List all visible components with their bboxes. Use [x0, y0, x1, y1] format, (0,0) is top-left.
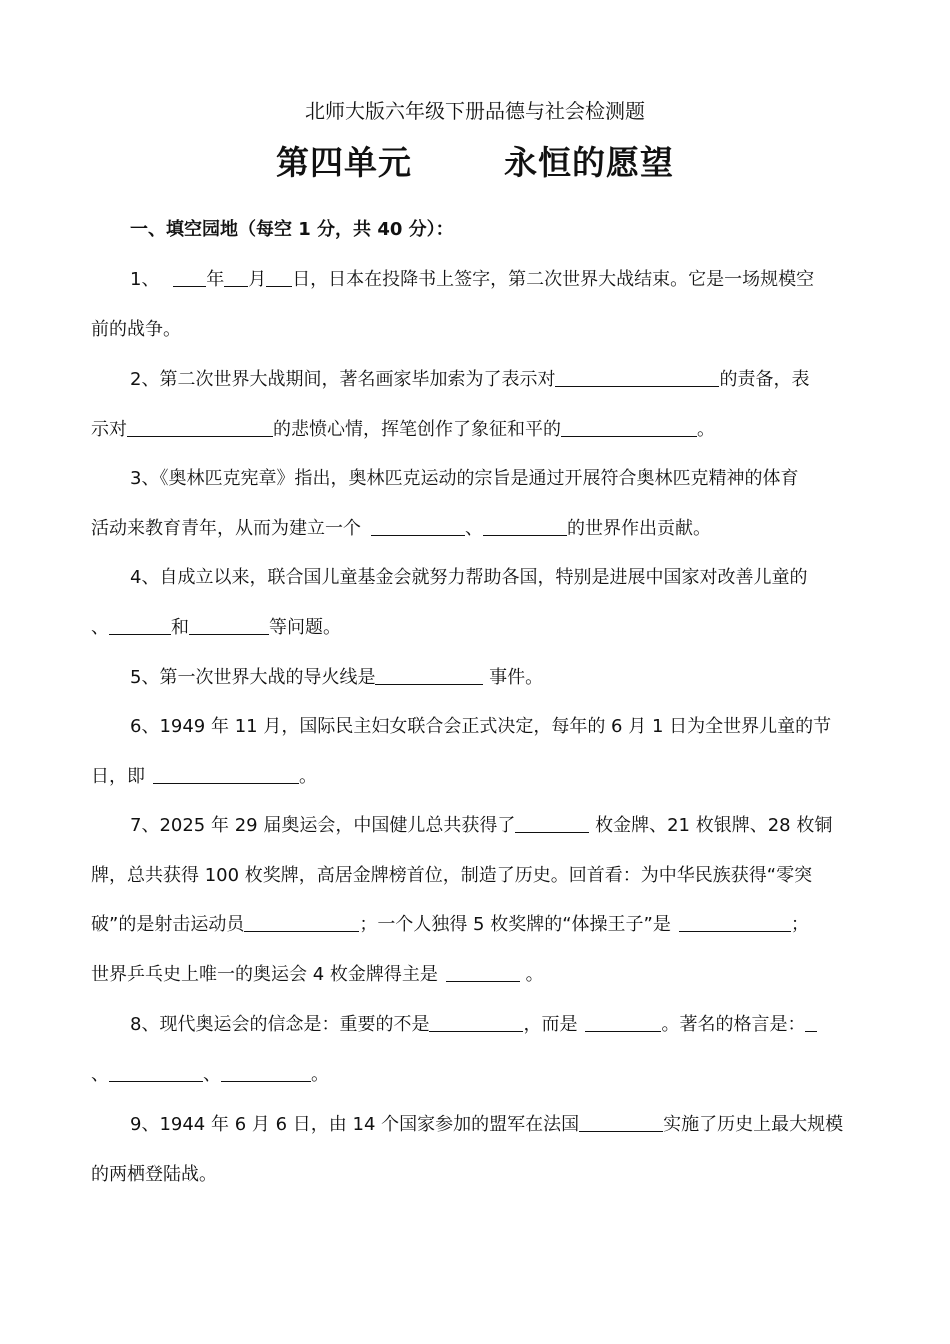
section-heading: 一、填空园地（每空 1 分，共 40 分）： [130, 219, 454, 240]
q7-text-h: 。 [519, 963, 544, 985]
question-4 [91, 553, 861, 652]
blank[interactable] [127, 418, 273, 437]
q3-text-b: 活动来教育青年，从而为建立一个 [91, 517, 361, 539]
blank[interactable] [189, 616, 269, 635]
q2-text-c: 示对 [91, 418, 127, 440]
question-7 [91, 801, 861, 999]
q1-text-c: 月 [248, 269, 267, 290]
q9-text-c: 的两栖登陆战。 [91, 1163, 217, 1185]
q5-text-a: 5、第一次世界大战的导火线是 [130, 667, 376, 688]
q2-text-b: 的责备，表 [719, 369, 810, 390]
q6-text-a: 6、1949 年 11 月，国际民主妇女联合会正式决定，每年的 6 月 1 日为全世界儿童的节 [130, 716, 832, 737]
blank[interactable] [429, 1013, 523, 1032]
blank[interactable] [446, 963, 520, 982]
q4-text-d: 等问题。 [269, 616, 341, 638]
q8-text-d: 、 [91, 1063, 109, 1085]
q2-text-a: 2、第二次世界大战期间，著名画家毕加索为了表示对 [130, 369, 556, 390]
question-6 [91, 702, 861, 801]
blank[interactable] [173, 268, 206, 287]
blank[interactable] [244, 913, 359, 932]
q6-text-b: 日，即 [91, 765, 145, 787]
q4-text-b: 、 [91, 616, 109, 638]
unit-number: 第四单元 [276, 143, 412, 182]
q8-text-a: 8、现代奥运会的信念是：重要的不是 [130, 1014, 430, 1035]
q9-text-a: 9、1944 年 6 月 6 日，由 14 个国家参加的盟军在法国 [130, 1114, 580, 1135]
blank[interactable] [585, 1013, 661, 1032]
blank[interactable] [221, 1063, 311, 1082]
q1-text-e: 前的战争。 [91, 318, 181, 340]
question-9 [91, 1100, 861, 1199]
q8-text-f: 。 [311, 1063, 329, 1085]
blank[interactable] [266, 268, 292, 287]
blank[interactable] [555, 368, 719, 387]
q7-text-f: ； [790, 914, 809, 935]
q4-text-c: 和 [171, 616, 189, 638]
q2-text-d: 的悲愤心情，挥笔创作了象征和平的 [273, 418, 561, 440]
blank[interactable] [371, 517, 465, 536]
document-subtitle: 北师大版六年级下册品德与社会检测题 [305, 99, 645, 123]
q3-text-d: 的世界作出贡献。 [567, 517, 711, 539]
q7-text-c: 牌，总共获得 100 枚奖牌，高居金牌榜首位，制造了历史。回首看：为中华民族获得“零突 [91, 864, 813, 886]
blank[interactable] [679, 913, 791, 932]
q7-text-g: 世界乒乓史上唯一的奥运会 4 枚金牌得主是 [91, 963, 438, 985]
blank[interactable] [109, 616, 171, 635]
q6-text-c: 。 [299, 765, 317, 787]
q8-text-b: ，而是 [523, 1014, 578, 1035]
q7-text-e: ；一个人独得 5 枚奖牌的“体操王子”是 [359, 914, 671, 935]
question-3 [91, 454, 861, 553]
blank[interactable] [153, 765, 299, 784]
q4-text-a: 4、自成立以来，联合国儿童基金会就努力帮助各国，特别是进展中国家对改善儿童的 [130, 567, 808, 588]
question-1 [91, 255, 861, 354]
blank[interactable] [224, 268, 248, 287]
blank[interactable] [483, 517, 567, 536]
document-title [0, 140, 950, 186]
blank[interactable] [579, 1113, 663, 1132]
question-8 [91, 1000, 861, 1099]
q3-text-a: 3、《奥林匹克宪章》指出，奥林匹克运动的宗旨是通过开展符合奥林匹克精神的体育 [130, 468, 799, 489]
question-2 [91, 355, 861, 454]
q1-text-a: 1、 [130, 269, 160, 290]
question-5 [91, 653, 861, 703]
q5-text-b: 事件。 [483, 667, 544, 688]
blank[interactable] [375, 666, 483, 685]
q1-text-b: 年 [206, 269, 225, 290]
q3-text-c: 、 [465, 517, 483, 539]
q9-text-b: 实施了历史上最大规模 [663, 1114, 844, 1135]
unit-name: 永恒的愿望 [504, 143, 674, 182]
q7-text-d: 破”的是射击运动员 [91, 914, 245, 935]
blank[interactable] [109, 1063, 203, 1082]
q8-text-c: 。著名的格言是： [661, 1014, 806, 1035]
q2-text-e: 。 [697, 418, 715, 440]
q1-text-d: 日，日本在投降书上签字，第二次世界大战结束。它是一场规模空 [292, 269, 815, 290]
q7-text-a: 7、2025 年 29 届奥运会，中国健儿总共获得了 [130, 815, 516, 836]
blank[interactable] [561, 418, 697, 437]
q8-text-e: 、 [203, 1063, 221, 1085]
q7-text-b: 枚金牌、21 枚银牌、28 枚铜 [589, 815, 833, 836]
blank[interactable] [805, 1013, 817, 1032]
blank[interactable] [515, 814, 589, 833]
